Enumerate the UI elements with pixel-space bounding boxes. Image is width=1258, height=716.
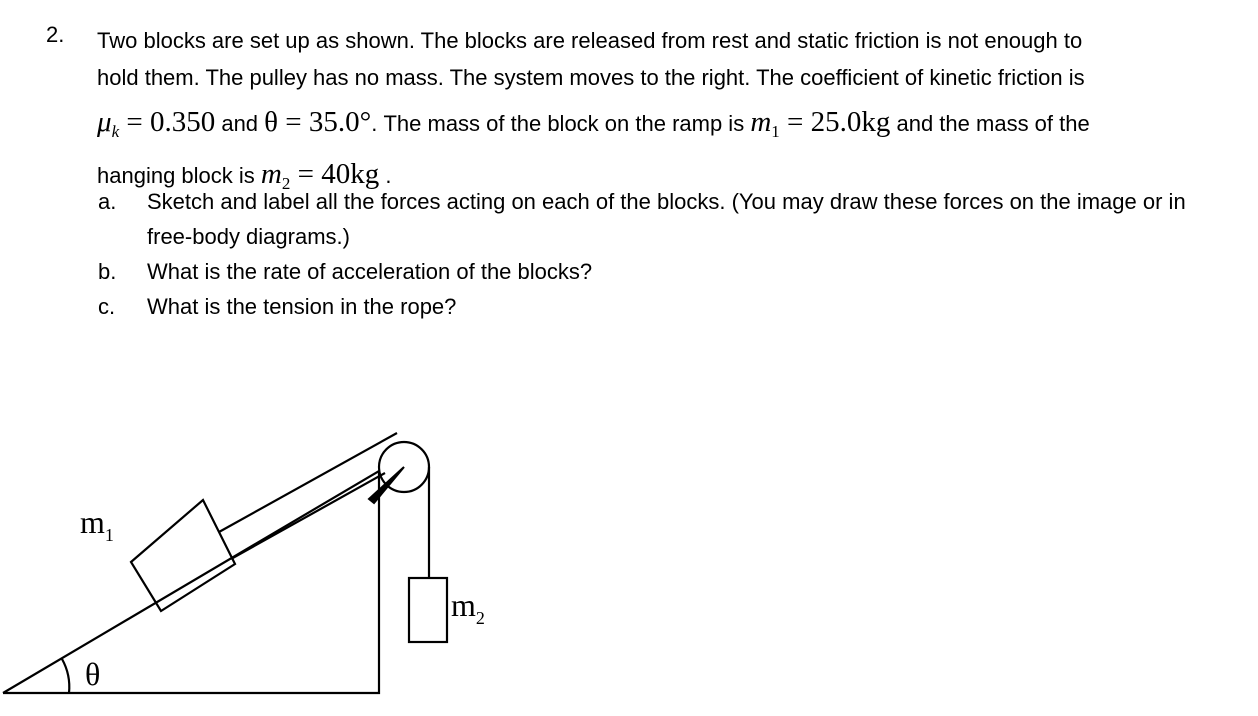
ramp (3, 471, 379, 693)
part-label: a. (98, 189, 117, 214)
m1-label: $m_1$ (80, 504, 114, 545)
part-b (98, 254, 1198, 289)
angle-arc (62, 659, 69, 693)
mass1-tail: and the mass of the (890, 111, 1090, 136)
hanging-intro: hanging block is (97, 163, 261, 188)
block-m2 (409, 578, 447, 642)
problem-number: 2. (46, 22, 65, 47)
statement-line-1: Two blocks are set up as shown. The blocks are released from rest and static friction is not enough to (97, 28, 1083, 53)
part-c (98, 289, 1198, 324)
m1-expression: $m_1 = 25.0kg$ (750, 106, 891, 141)
m2-label: $m_2$ (451, 587, 485, 628)
part-a (98, 184, 1198, 254)
pulley-mount (369, 467, 404, 503)
incline-pulley-diagram (0, 420, 520, 716)
statement-line-3 (97, 96, 1247, 148)
m2-expression: $m_2 = 40kg$ (260, 158, 380, 193)
hanging-tail: . (379, 163, 392, 188)
part-text: What is the tension in the rope? (147, 294, 457, 319)
and-text: and (215, 111, 265, 136)
problem-parts (98, 184, 1198, 324)
part-label: c. (98, 294, 116, 319)
rope-incline-edge (231, 473, 385, 559)
part-text: What is the rate of acceleration of the blocks? (147, 259, 593, 284)
mass1-intro: . The mass of the block on the ramp is (371, 111, 751, 136)
mu-k-expression: $\mu_k = 0.350$ (97, 106, 216, 141)
theta-label: θ (85, 656, 101, 692)
part-label: b. (98, 259, 117, 284)
statement-line-2: hold them. The pulley has no mass. The system moves to the right. The coefficient of kinetic friction is (97, 65, 1085, 90)
problem-statement (97, 22, 1247, 200)
theta-expression: θ = 35.0° (264, 106, 372, 138)
block-m1 (131, 500, 235, 611)
part-text: Sketch and label all the forces acting on each of the blocks. (You may draw these forces on the image or in free-body diagrams.) (147, 189, 1186, 249)
